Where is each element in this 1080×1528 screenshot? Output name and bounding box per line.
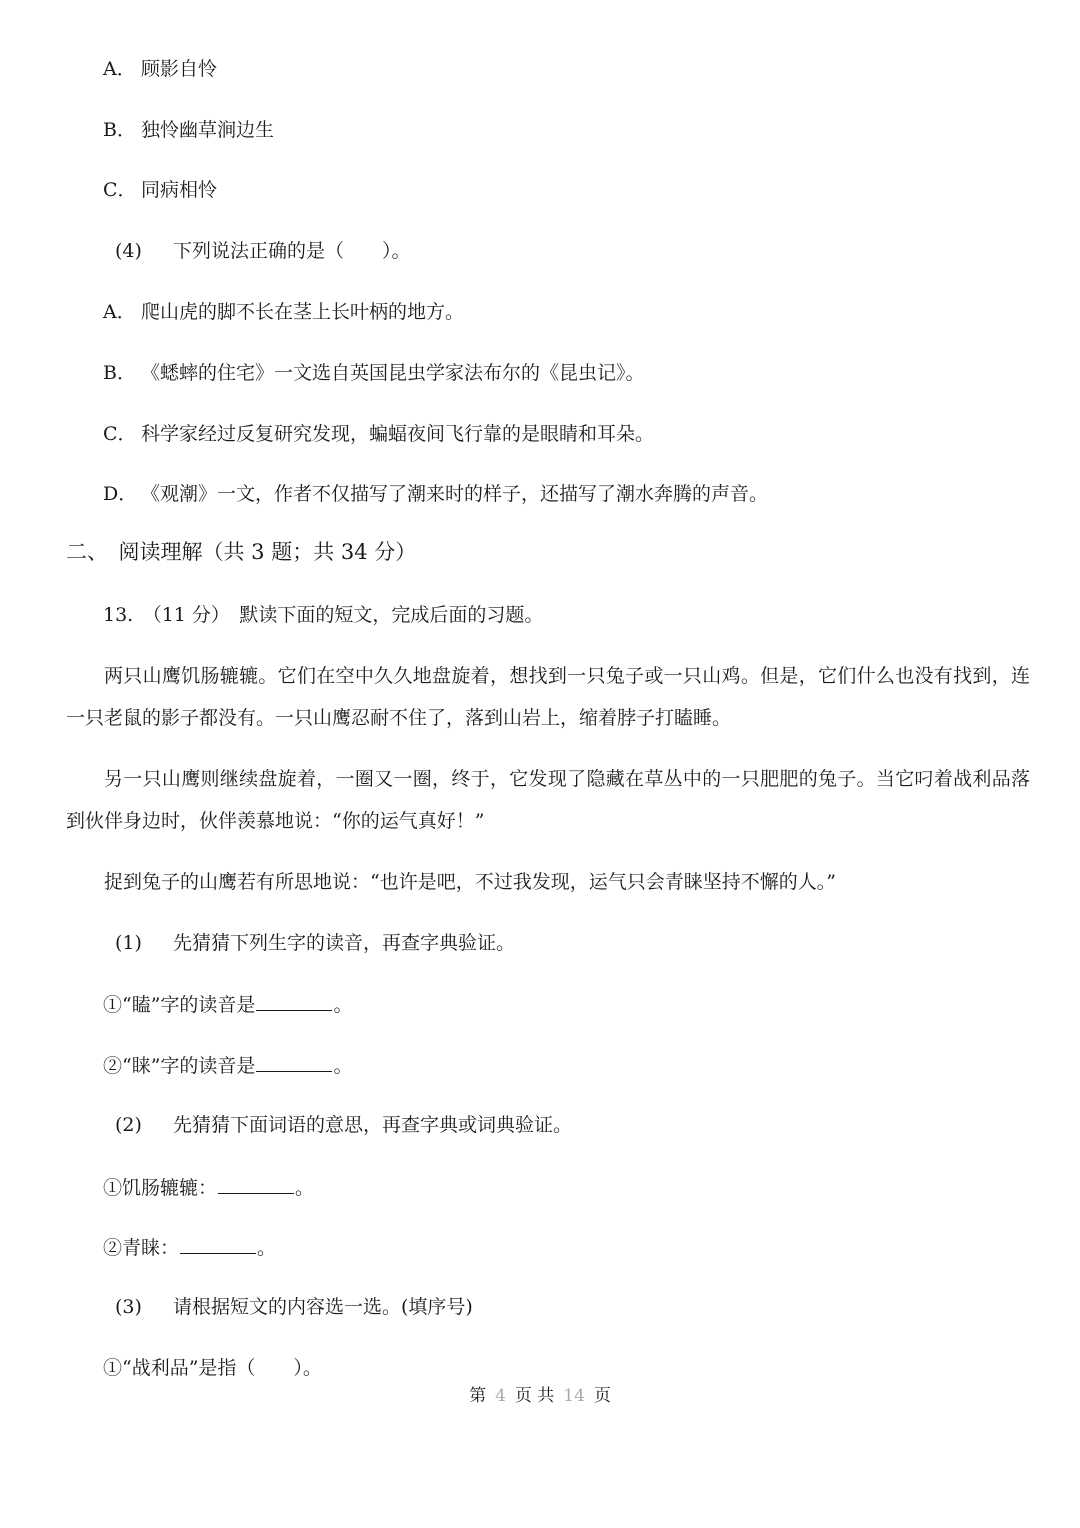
fill-suffix: 。	[257, 1237, 277, 1259]
footer-text: 页	[593, 1386, 611, 1406]
subquestion-text: 先猜猜下列生字的读音，再查字典验证。	[173, 932, 516, 954]
fill-item-1	[103, 992, 352, 1017]
subquestion-text: 先猜猜下面词语的意思，再查字典或词典验证。	[173, 1114, 573, 1136]
option-text: 《观潮》一文，作者不仅描写了潮来时的样子，还描写了潮水奔腾的声音。	[141, 483, 769, 505]
option-label: A．	[103, 301, 136, 323]
fill-item-3	[103, 1175, 314, 1200]
footer-text: 第	[469, 1386, 487, 1406]
fill-suffix: 。	[295, 1177, 315, 1199]
option-c	[103, 422, 654, 446]
option-c	[103, 178, 217, 202]
subquestion-4	[103, 239, 411, 263]
option-label: C．	[103, 179, 137, 201]
subquestion-number: (1)	[115, 932, 142, 954]
subquestion-3	[103, 1295, 473, 1319]
page-footer	[0, 1384, 1080, 1408]
answer-blank[interactable]	[256, 1053, 332, 1072]
option-label: B．	[103, 362, 136, 384]
option-label: D．	[103, 483, 138, 505]
answer-blank[interactable]	[218, 1175, 294, 1194]
page-number: 4	[495, 1386, 506, 1406]
fill-suffix: 。	[333, 994, 353, 1016]
passage-paragraph-2: 另一只山鹰则继续盘旋着，一圈又一圈，终于，它发现了隐藏在草丛中的一只肥肥的兔子。当它叼着战利品落到伙伴身边时，伙伴羡慕地说：“你的运气真好！”	[66, 768, 1030, 832]
total-pages: 14	[563, 1386, 585, 1406]
fill-prompt: ②“睐”字的读音是	[103, 1055, 256, 1077]
option-label: A．	[103, 58, 136, 80]
option-label: B．	[103, 119, 136, 141]
option-a	[103, 300, 464, 324]
fill-prompt: ①饥肠辘辘：	[103, 1177, 218, 1199]
fill-item-2	[103, 1053, 352, 1078]
fill-prompt: ②青睐：	[103, 1237, 180, 1259]
passage-paragraph-1: 两只山鹰饥肠辘辘。它们在空中久久地盘旋着，想找到一只兔子或一只山鸡。但是，它们什么也没有找到，连一只老鼠的影子都没有。一只山鹰忍耐不住了，落到山岩上，缩着脖子打瞌睡。	[66, 665, 1030, 729]
answer-blank[interactable]	[256, 992, 332, 1011]
option-text: 科学家经过反复研究发现，蝙蝠夜间飞行靠的是眼睛和耳朵。	[141, 423, 655, 445]
subquestion-1	[103, 931, 515, 955]
subquestion-number: (3)	[115, 1296, 142, 1318]
option-label: C．	[103, 423, 137, 445]
choice-item-1: ①“战利品”是指（ ）。	[103, 1357, 322, 1379]
section-heading: 二、 阅读理解（共 3 题；共 34 分）	[66, 540, 417, 564]
question-13-header: 13. （11 分） 默读下面的短文，完成后面的习题。	[103, 604, 544, 626]
option-b	[103, 361, 645, 385]
fill-item-4	[103, 1235, 276, 1260]
subquestion-number: (4)	[115, 240, 142, 262]
answer-blank[interactable]	[180, 1235, 256, 1254]
option-text: 《蟋蟀的住宅》一文选自英国昆虫学家法布尔的《昆虫记》。	[141, 362, 645, 384]
option-text: 顾影自怜	[141, 58, 218, 80]
option-b	[103, 118, 274, 142]
option-d	[103, 482, 768, 506]
option-text: 爬山虎的脚不长在茎上长叶柄的地方。	[141, 301, 465, 323]
fill-suffix: 。	[333, 1055, 353, 1077]
subquestion-text: 下列说法正确的是（ ）。	[173, 240, 411, 262]
passage-paragraph-3: 捉到兔子的山鹰若有所思地说：“也许是吧，不过我发现，运气只会青睐坚持不懈的人。”	[104, 871, 836, 893]
subquestion-number: (2)	[115, 1114, 142, 1136]
option-text: 同病相怜	[141, 179, 218, 201]
subquestion-2	[103, 1113, 572, 1137]
footer-text: 页 共	[514, 1386, 555, 1406]
option-a	[103, 57, 217, 81]
fill-prompt: ①“瞌”字的读音是	[103, 994, 256, 1016]
subquestion-text: 请根据短文的内容选一选。(填序号)	[173, 1296, 473, 1318]
option-text: 独怜幽草涧边生	[141, 119, 275, 141]
